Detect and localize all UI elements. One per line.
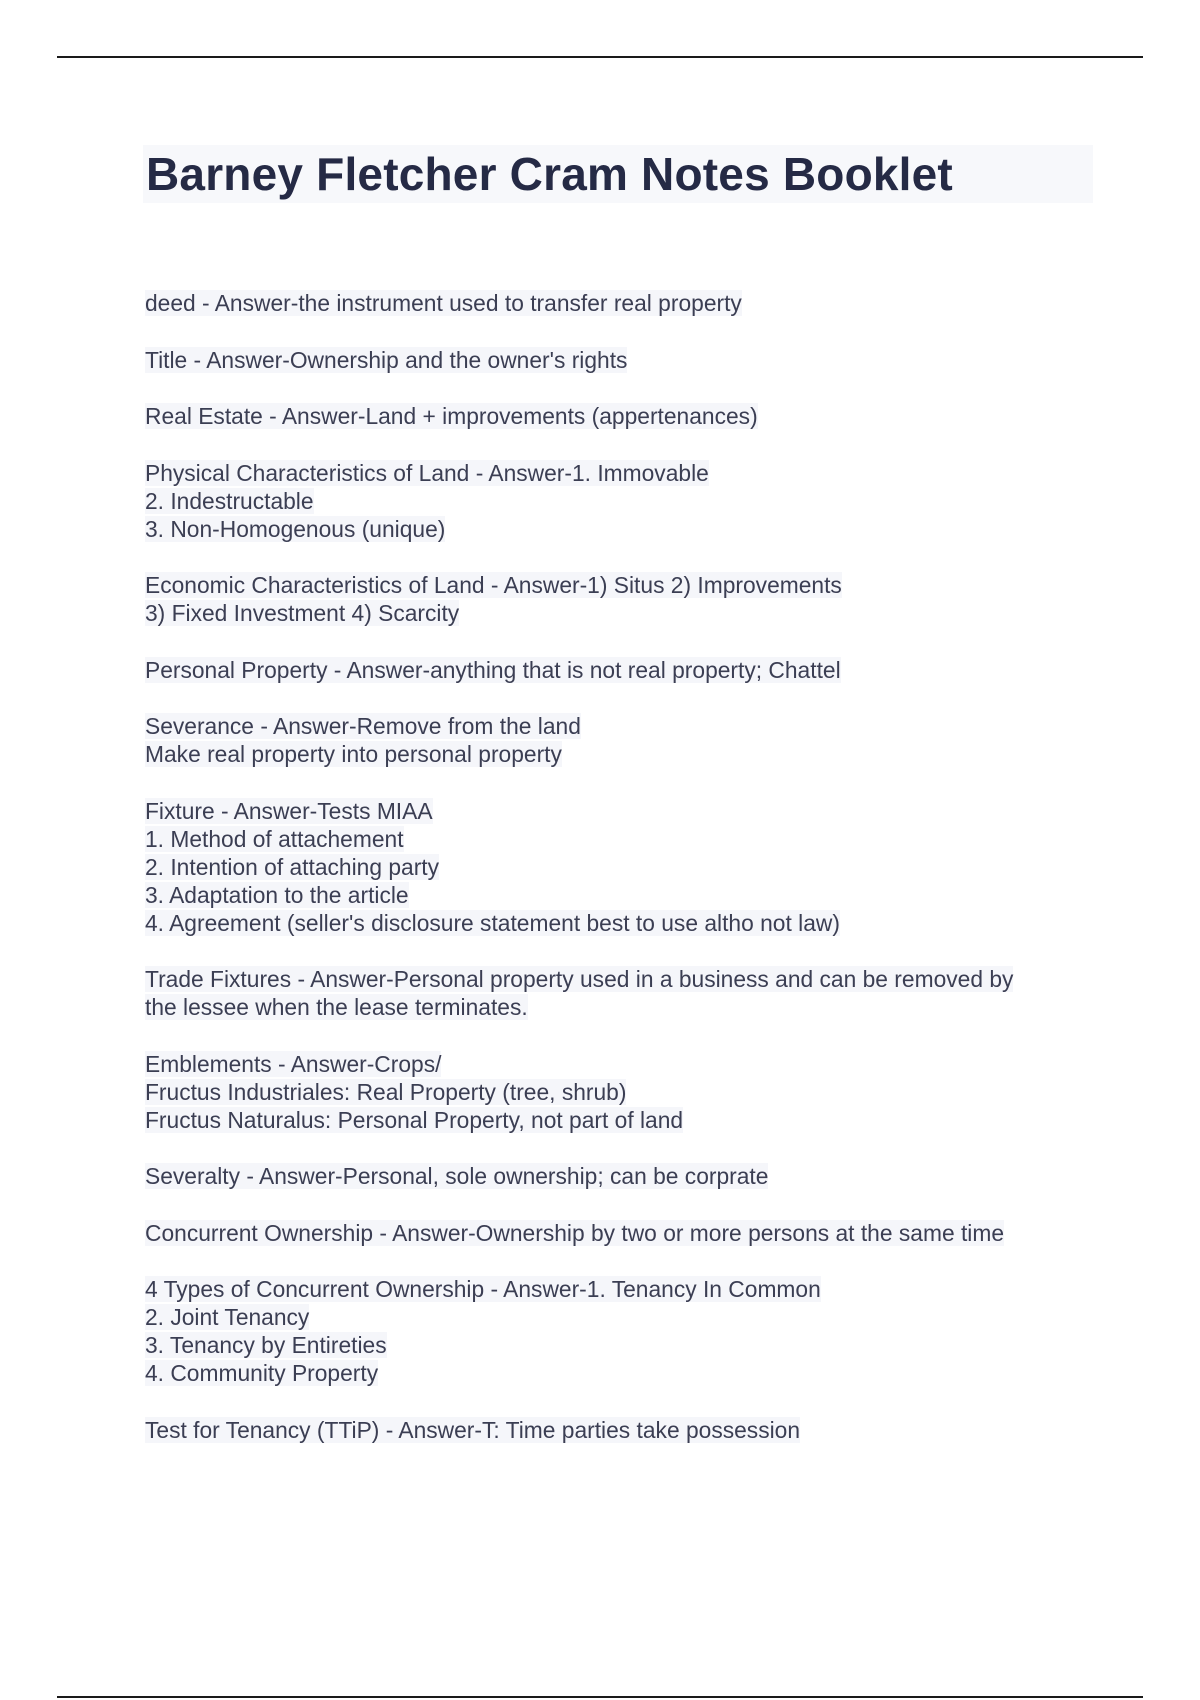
flashcard-entry bbox=[145, 571, 1085, 627]
entry-text: Real Estate - Answer-Land + improvements (appertenances) bbox=[145, 403, 758, 429]
entry-text: Economic Characteristics of Land - Answer-1) Situs 2) Improvements bbox=[145, 572, 842, 598]
flashcard-entry bbox=[145, 346, 1085, 374]
flashcard-entry bbox=[145, 965, 1085, 1021]
entry-term-line bbox=[145, 965, 1085, 993]
entry-text: Concurrent Ownership - Answer-Ownership by two or more persons at the same time bbox=[145, 1219, 1005, 1246]
entry-detail-line bbox=[145, 740, 1085, 768]
entry-detail-line bbox=[145, 993, 1085, 1021]
bottom-rule bbox=[57, 1696, 1143, 1698]
entry-term-line bbox=[145, 571, 1085, 599]
flashcard-entry bbox=[145, 289, 1085, 317]
entry-text: deed - Answer-the instrument used to transfer real property bbox=[145, 290, 742, 316]
entry-detail-line bbox=[145, 1359, 1085, 1387]
entry-text: 3. Tenancy by Entireties bbox=[145, 1332, 387, 1358]
entry-text: Severance - Answer-Remove from the land bbox=[145, 713, 581, 739]
entry-detail-line bbox=[145, 1303, 1085, 1331]
flashcard-entry bbox=[145, 402, 1085, 430]
title-highlight bbox=[143, 145, 1093, 203]
entry-text: Severalty - Answer-Personal, sole ownership; can be corprate bbox=[145, 1163, 769, 1189]
entry-detail-line bbox=[145, 599, 1085, 627]
entry-text: 4 Types of Concurrent Ownership - Answer-1. Tenancy In Common bbox=[145, 1276, 821, 1302]
entry-text: 3) Fixed Investment 4) Scarcity bbox=[145, 600, 460, 626]
entry-term-line bbox=[145, 712, 1085, 740]
entry-detail-line bbox=[145, 909, 1085, 937]
entry-text: Make real property into personal property bbox=[145, 741, 562, 767]
page-title: Barney Fletcher Cram Notes Booklet bbox=[146, 148, 953, 200]
entry-detail-line bbox=[145, 515, 1085, 543]
entry-term-line bbox=[145, 1275, 1085, 1303]
flashcard-entry bbox=[145, 1219, 1085, 1247]
entry-text: Trade Fixtures - Answer-Personal property used in a business and can be removed by bbox=[145, 966, 1014, 992]
entry-text: 3. Non-Homogenous (unique) bbox=[145, 515, 446, 542]
flashcard-entry bbox=[145, 1275, 1085, 1387]
entry-detail-line bbox=[145, 881, 1085, 909]
entry-text: 4. Agreement (seller's disclosure statement best to use altho not law) bbox=[145, 909, 840, 936]
flashcard-entry bbox=[145, 1162, 1085, 1190]
entry-term-line bbox=[145, 402, 1085, 430]
entry-text: Personal Property - Answer-anything that is not real property; Chattel bbox=[145, 656, 841, 683]
entry-text: Fixture - Answer-Tests MIAA bbox=[145, 797, 433, 824]
entry-detail-line bbox=[145, 1106, 1085, 1134]
entry-text: 2. Indestructable bbox=[145, 487, 314, 514]
entry-text: Fructus Naturalus: Personal Property, not part of land bbox=[145, 1106, 684, 1133]
entry-term-line bbox=[145, 656, 1085, 684]
entry-text: Physical Characteristics of Land - Answer-1. Immovable bbox=[145, 459, 709, 486]
flashcard-list bbox=[145, 289, 1085, 1472]
entry-term-line bbox=[145, 1050, 1085, 1078]
entry-term-line bbox=[145, 346, 1085, 374]
entry-term-line bbox=[145, 1416, 1085, 1444]
entry-term-line bbox=[145, 1162, 1085, 1190]
entry-text: Emblements - Answer-Crops/ bbox=[145, 1050, 442, 1077]
entry-detail-line bbox=[145, 1078, 1085, 1106]
entry-detail-line bbox=[145, 853, 1085, 881]
top-rule bbox=[57, 56, 1143, 58]
entry-text: Fructus Industriales: Real Property (tree, shrub) bbox=[145, 1078, 627, 1105]
entry-term-line bbox=[145, 797, 1085, 825]
entry-text: Test for Tenancy (TTiP) - Answer-T: Time parties take possession bbox=[145, 1416, 801, 1443]
entry-detail-line bbox=[145, 487, 1085, 515]
flashcard-entry bbox=[145, 1416, 1085, 1444]
entry-term-line bbox=[145, 1219, 1085, 1247]
entry-detail-line bbox=[145, 825, 1085, 853]
entry-text: 1. Method of attachement bbox=[145, 825, 404, 852]
entry-term-line bbox=[145, 289, 1085, 317]
flashcard-entry bbox=[145, 459, 1085, 543]
flashcard-entry bbox=[145, 712, 1085, 768]
flashcard-entry bbox=[145, 1050, 1085, 1134]
entry-text: 2. Intention of attaching party bbox=[145, 853, 440, 880]
flashcard-entry bbox=[145, 656, 1085, 684]
entry-text: 4. Community Property bbox=[145, 1360, 379, 1386]
flashcard-entry bbox=[145, 797, 1085, 937]
entry-detail-line bbox=[145, 1331, 1085, 1359]
entry-text: 3. Adaptation to the article bbox=[145, 881, 409, 908]
entry-text: Title - Answer-Ownership and the owner's rights bbox=[145, 346, 628, 373]
entry-text: 2. Joint Tenancy bbox=[145, 1304, 310, 1330]
entry-term-line bbox=[145, 459, 1085, 487]
entry-text: the lessee when the lease terminates. bbox=[145, 994, 528, 1020]
